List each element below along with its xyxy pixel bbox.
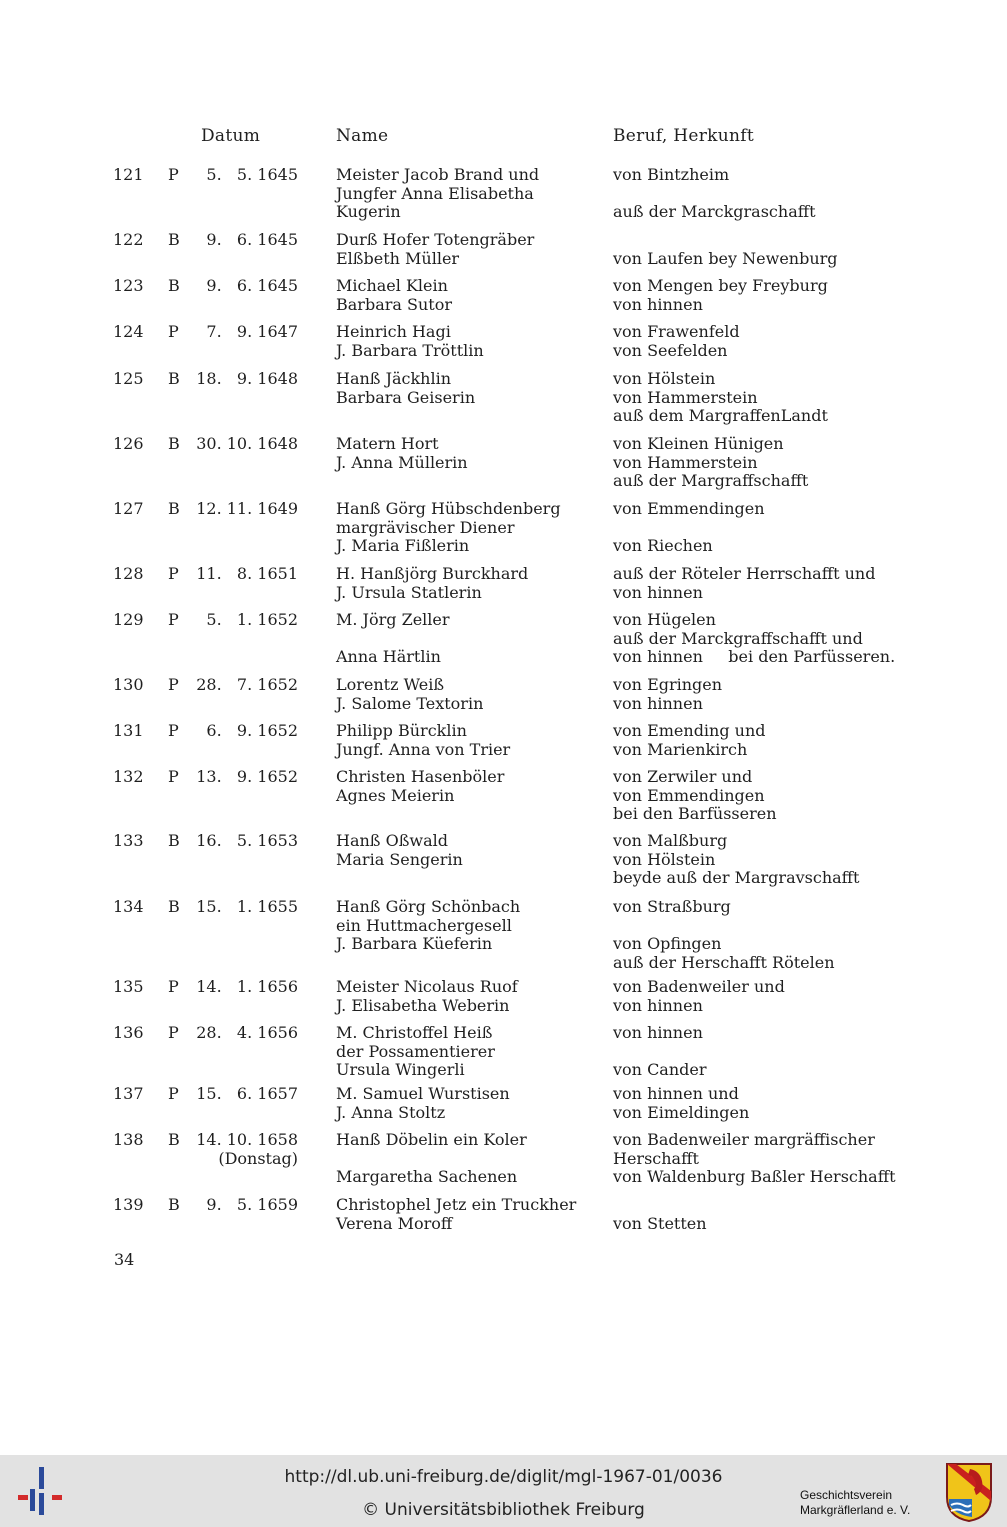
entry-origin-line: von Stetten (613, 1213, 707, 1233)
entry-origin-line: auß der Marckgraffschafft und (613, 628, 863, 648)
entry-date: 18. 9. 1648 (196, 369, 298, 388)
entry-date: 15. 6. 1657 (196, 1084, 298, 1103)
entry-type: P (168, 1023, 179, 1042)
entry-origin-line: von Seefelden (613, 340, 728, 360)
entry-origin-line: von Opfingen (613, 934, 722, 954)
entry-origin-line: von Cander (613, 1060, 707, 1080)
entry-number: 128 (113, 564, 144, 583)
society-name-line2: Markgräflerland e. V. (800, 1503, 911, 1517)
entry-name-line: Christophel Jetz ein Truckher (336, 1195, 577, 1214)
entry-type: P (168, 564, 179, 583)
entry-date: 5. 1. 1652 (206, 610, 298, 629)
entry-origin-line: von Straßburg (613, 897, 731, 916)
entry-origin-line: von Eimeldingen (613, 1102, 750, 1122)
entry-origin-line: von Badenweiler margräffischer (613, 1130, 875, 1149)
entry-number: 136 (113, 1023, 144, 1042)
entry-name-line: Anna Härtlin (336, 647, 441, 667)
entry-name-line: Elßbeth Müller (336, 248, 460, 268)
entry-name-line: Lorentz Weiß (336, 675, 445, 694)
entry-type: P (168, 165, 179, 184)
entry-origin-line: von Laufen bey Newenburg (613, 248, 838, 268)
entry-origin-line: von Egringen (613, 675, 723, 694)
copyright-text: © Universitätsbibliothek Freiburg (362, 1500, 645, 1520)
entry-date: 11. 8. 1651 (196, 564, 298, 583)
entry-origin-line: von Badenweiler und (613, 977, 785, 996)
entry-number: 138 (113, 1130, 144, 1149)
source-url-link[interactable]: http://dl.ub.uni-freiburg.de/diglit/mgl-1967-01/0036 (284, 1467, 723, 1487)
entry-origin-line: von Hammerstein (613, 387, 758, 407)
entry-date: 6. 9. 1652 (206, 721, 298, 740)
entry-type: B (168, 1130, 180, 1149)
entry-name-line: J. Barbara Tröttlin (336, 340, 484, 360)
entry-name-line: J. Barbara Küeferin (336, 934, 493, 954)
entry-number: 124 (113, 322, 144, 341)
page-number: 34 (114, 1250, 135, 1269)
entry-date: 5. 5. 1645 (206, 165, 298, 184)
entry-type: P (168, 767, 179, 786)
entry-name-line: Hanß Jäckhlin (336, 369, 452, 388)
entry-name-line: der Possamentierer (336, 1041, 495, 1061)
footer-bar (0, 1455, 1007, 1527)
entry-number: 123 (113, 276, 144, 295)
entry-name-line: Meister Nicolaus Ruof (336, 977, 518, 996)
entry-origin-line: von hinnen (613, 995, 703, 1015)
entry-origin-line: beyde auß der Margravschafft (613, 868, 860, 888)
entry-date: 16. 5. 1653 (196, 831, 298, 850)
entry-type: P (168, 977, 179, 996)
entry-type: B (168, 831, 180, 850)
entry-name-line: Meister Jacob Brand und (336, 165, 540, 184)
entry-type: P (168, 721, 179, 740)
entry-origin-line: von Frawenfeld (613, 322, 740, 341)
entry-origin-line: von hinnen und (613, 1084, 739, 1103)
entry-number: 133 (113, 831, 144, 850)
entry-origin-line: auß der Marckgraschafft (613, 202, 816, 222)
entry-name-line: Jungfer Anna Elisabetha (336, 183, 534, 203)
society-name-line1: Geschichtsverein (800, 1488, 893, 1502)
entry-origin-line: von Zerwiler und (613, 767, 753, 786)
entry-origin-line: von Waldenburg Baßler Herschafft (613, 1167, 896, 1187)
entry-name-line: J. Ursula Statlerin (336, 582, 482, 602)
entry-type: B (168, 230, 180, 249)
entry-name-line: M. Jörg Zeller (336, 610, 450, 629)
entry-number: 132 (113, 767, 144, 786)
entry-origin-line: bei den Barfüsseren (613, 804, 777, 824)
entry-origin-line: auß der Röteler Herrschafft und (613, 564, 876, 583)
entry-origin-line: von Malßburg (613, 831, 728, 850)
entry-date: 30. 10. 1648 (196, 434, 298, 453)
entry-number: 135 (113, 977, 144, 996)
entry-date: 15. 1. 1655 (196, 897, 298, 916)
coat-of-arms-icon (944, 1461, 994, 1523)
entry-date: 7. 9. 1647 (206, 322, 298, 341)
entry-number: 131 (113, 721, 144, 740)
entry-origin-line: von Bintzheim (613, 165, 730, 184)
entry-origin-line: von Hügelen (613, 610, 716, 629)
entry-name-line: Barbara Geiserin (336, 387, 476, 407)
entry-origin-line: von Marienkirch (613, 739, 748, 759)
entry-origin-line: Herschafft (613, 1148, 699, 1168)
entry-type: P (168, 1084, 179, 1103)
entry-origin-line: von Hölstein (613, 849, 716, 869)
entry-type: P (168, 675, 179, 694)
entry-date: 9. 6. 1645 (206, 230, 298, 249)
entry-name-line: H. Hanßjörg Burckhard (336, 564, 529, 583)
column-header-beruf: Beruf, Herkunft (613, 126, 754, 146)
entry-date: 14. 10. 1658 (196, 1130, 298, 1149)
entry-date: 12. 11. 1649 (196, 499, 298, 518)
entry-origin-line: von Hölstein (613, 369, 716, 388)
entry-date: 28. 4. 1656 (196, 1023, 298, 1042)
entry-number: 126 (113, 434, 144, 453)
entry-type: B (168, 499, 180, 518)
entry-name-line: J. Anna Müllerin (336, 452, 468, 472)
entry-origin-line: von hinnen (613, 582, 703, 602)
entry-name-line: M. Samuel Wurstisen (336, 1084, 510, 1103)
entry-type: B (168, 276, 180, 295)
entry-origin-line: auß dem MargraffenLandt (613, 406, 828, 426)
entry-origin-line: von Emmendingen (613, 499, 765, 518)
entry-origin-line: von hinnen (613, 1023, 703, 1042)
entry-name-line: Margaretha Sachenen (336, 1167, 518, 1187)
entry-name-line: margrävischer Diener (336, 517, 515, 537)
column-header-name: Name (336, 126, 389, 146)
column-header-datum: Datum (201, 126, 261, 146)
entry-name-line: Matern Hort (336, 434, 439, 453)
entry-origin-line: von Riechen (613, 536, 713, 556)
entry-number: 129 (113, 610, 144, 629)
entry-origin-line: von Mengen bey Freyburg (613, 276, 828, 295)
entry-name-line: Jungf. Anna von Trier (336, 739, 511, 759)
entry-origin-line: von Kleinen Hünigen (613, 434, 784, 453)
entry-date: 13. 9. 1652 (196, 767, 298, 786)
entry-name-line: Barbara Sutor (336, 294, 452, 314)
entry-name-line: Hanß Görg Schönbach (336, 897, 521, 916)
entry-name-line: ein Huttmachergesell (336, 915, 512, 935)
entry-date: 14. 1. 1656 (196, 977, 298, 996)
entry-number: 125 (113, 369, 144, 388)
entry-name-line: Michael Klein (336, 276, 448, 295)
entry-type: B (168, 897, 180, 916)
entry-name-line: Durß Hofer Totengräber (336, 230, 535, 249)
entry-origin-line: von Hammerstein (613, 452, 758, 472)
entry-name-line: J. Salome Textorin (336, 693, 484, 713)
entry-date: 9. 5. 1659 (206, 1195, 298, 1214)
entry-type: P (168, 322, 179, 341)
entry-name-line: Heinrich Hagi (336, 322, 451, 341)
entry-name-line: Hanß Görg Hübschdenberg (336, 499, 561, 518)
entry-origin-line: auß der Herschafft Rötelen (613, 952, 835, 972)
entry-name-line: J. Elisabetha Weberin (336, 995, 510, 1015)
entry-name-line: Kugerin (336, 202, 401, 222)
entry-type: P (168, 610, 179, 629)
entry-name-line: Agnes Meierin (336, 785, 455, 805)
entry-name-line: J. Maria Fißlerin (336, 536, 470, 556)
society-name (800, 1488, 910, 1518)
entry-type: B (168, 369, 180, 388)
entry-origin-line: von Emending und (613, 721, 766, 740)
entry-origin-line: von hinnen bei den Parfüsseren. (613, 647, 896, 667)
entry-number: 139 (113, 1195, 144, 1214)
entry-date: 28. 7. 1652 (196, 675, 298, 694)
entry-number: 127 (113, 499, 144, 518)
entry-type: B (168, 434, 180, 453)
entry-origin-line: von Emmendingen (613, 785, 765, 805)
entry-date-note: (Donstag) (218, 1148, 298, 1168)
entry-origin-line: auß der Margraffschafft (613, 471, 809, 491)
entry-name-line: Hanß Döbelin ein Koler (336, 1130, 527, 1149)
entry-origin-line: von hinnen (613, 693, 703, 713)
entry-name-line: M. Christoffel Heiß (336, 1023, 493, 1042)
entry-name-line: Hanß Oßwald (336, 831, 448, 850)
entry-number: 137 (113, 1084, 144, 1103)
entry-number: 122 (113, 230, 144, 249)
entry-number: 121 (113, 165, 144, 184)
entry-name-line: J. Anna Stoltz (336, 1102, 446, 1122)
entry-name-line: Verena Moroff (336, 1213, 453, 1233)
entry-name-line: Ursula Wingerli (336, 1060, 465, 1080)
entry-name-line: Christen Hasenböler (336, 767, 505, 786)
entry-name-line: Maria Sengerin (336, 849, 463, 869)
entry-date: 9. 6. 1645 (206, 276, 298, 295)
entry-number: 130 (113, 675, 144, 694)
entry-name-line: Philipp Bürcklin (336, 721, 467, 740)
entry-origin-line: von hinnen (613, 294, 703, 314)
entry-type: B (168, 1195, 180, 1214)
entry-number: 134 (113, 897, 144, 916)
